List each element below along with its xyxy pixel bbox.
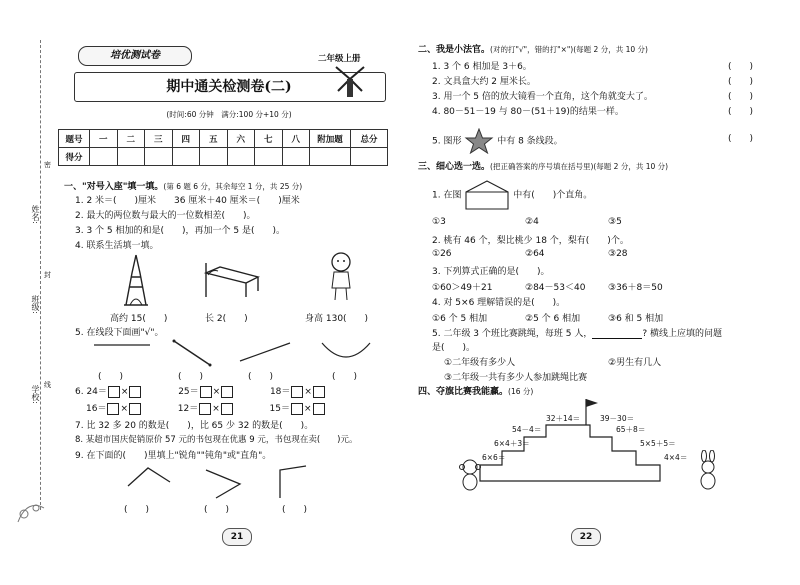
- rabbit-image: [696, 450, 720, 493]
- s3-q1: 1. 在图 中有( )个直角。: [432, 180, 592, 210]
- s1-q5-paren-3[interactable]: ( ): [248, 372, 274, 382]
- seal-feng: 封: [44, 271, 51, 279]
- s1-q7: 7. 比 32 多 20 的数是( )，比 65 少 32 的数是( )。: [75, 421, 314, 431]
- flower-decoration: [14, 500, 48, 526]
- brand-badge: [78, 46, 192, 66]
- s3-q3-opt1[interactable]: ①60＞49＋21: [432, 283, 493, 293]
- s1-q9: 9. 在下面的( )里填上"锐角""钝角"或"直角"。: [75, 451, 272, 461]
- stair-step-2[interactable]: 6×4＋3＝: [494, 439, 530, 448]
- answer-box[interactable]: [129, 386, 141, 398]
- s1-q9-paren-3[interactable]: ( ): [282, 505, 308, 515]
- s3-q3-opt3[interactable]: ③36＋8＝50: [608, 283, 663, 293]
- s3-q1-opt1[interactable]: ①3: [432, 217, 446, 227]
- s2-q2-paren[interactable]: ( ): [728, 77, 754, 87]
- s3-q1-opt2[interactable]: ②4: [525, 217, 539, 227]
- s3-q5-opt1[interactable]: ①二年级有多少人: [444, 358, 516, 368]
- s1-q1: 1. 2 米＝( )厘米 36 厘米＋40 厘米＝( )厘米: [75, 196, 300, 206]
- answer-box[interactable]: [313, 403, 325, 415]
- s1-q6-row2: 16＝ × 12＝ × 15＝ ×: [86, 401, 326, 415]
- s2-q1-paren[interactable]: ( ): [728, 62, 754, 72]
- stair-step-1[interactable]: 6×6＝: [482, 453, 506, 462]
- stair-step-5[interactable]: 39－30＝: [600, 414, 635, 423]
- s3-q2: 2. 桃有 46 个，梨比桃少 18 个，梨有( )个。: [432, 236, 629, 246]
- s3-q1-opt3[interactable]: ③5: [608, 217, 622, 227]
- side-label-school: 学校:: [31, 385, 40, 404]
- s1-q5: 5. 在线段下面画"√"。: [75, 328, 164, 338]
- line-figures: [90, 337, 380, 370]
- s3-q4-opt2[interactable]: ②5 个 6 相加: [525, 314, 581, 324]
- brand-text: 培优测试卷: [110, 50, 160, 61]
- s2-q3: 3. 用一个 5 倍的放大镜看一个直角，这个角就变大了。: [432, 92, 653, 102]
- s2-q5-paren[interactable]: ( ): [728, 134, 754, 144]
- grade-label: 二年级上册: [318, 54, 361, 64]
- s1-q4-c: 身高 130( ): [305, 314, 369, 324]
- s1-q9-paren-2[interactable]: ( ): [204, 505, 230, 515]
- answer-box[interactable]: [291, 386, 303, 398]
- section3-heading: 三、细心选一选。(把正确答案的序号填在括号里)(每题 2 分，共 10 分): [418, 162, 669, 172]
- stair-step-6[interactable]: 65＋8＝: [616, 425, 646, 434]
- score-value-row: 得分: [59, 148, 388, 166]
- s3-q2-opt2[interactable]: ②64: [525, 249, 545, 259]
- s1-q4-a: 高约 15( ): [110, 314, 168, 324]
- answer-box[interactable]: [221, 403, 233, 415]
- answer-box[interactable]: [200, 386, 212, 398]
- side-label-name: 姓名:: [31, 205, 40, 224]
- s3-q4-opt3[interactable]: ③6 和 5 相加: [608, 314, 664, 324]
- s3-q2-opt1[interactable]: ①26: [432, 249, 452, 259]
- s2-q1: 1. 3 个 6 相加是 3＋6。: [432, 62, 532, 72]
- s2-q3-paren[interactable]: ( ): [728, 92, 754, 102]
- s3-q3-opt2[interactable]: ②84－53＜40: [525, 283, 586, 293]
- angle-figures: [120, 462, 320, 505]
- side-label-class: 班级:: [31, 295, 40, 314]
- eiffel-tower-image: [118, 253, 154, 310]
- s3-q3: 3. 下列算式正确的是( )。: [432, 267, 550, 277]
- s1-q9-paren-1[interactable]: ( ): [124, 505, 150, 515]
- section2-heading: 二、我是小法官。(对的打"√"，错的打"×")(每题 2 分，共 10 分): [418, 45, 648, 55]
- s2-q4-paren[interactable]: ( ): [728, 107, 754, 117]
- answer-box[interactable]: [129, 403, 141, 415]
- s2-q2: 2. 文具盒大约 2 厘米长。: [432, 77, 536, 87]
- s3-q4: 4. 对 5×6 理解错误的是( )。: [432, 298, 566, 308]
- exam-info: (时间:60 分钟 满分:100 分+10 分): [166, 110, 292, 119]
- seal-mi: 密: [44, 161, 51, 169]
- s3-q2-opt3[interactable]: ③28: [608, 249, 628, 259]
- answer-box[interactable]: [313, 386, 325, 398]
- question-blank[interactable]: [592, 338, 642, 339]
- s3-q5-opt3[interactable]: ③二年级一共有多少人参加跳绳比赛: [444, 373, 588, 383]
- section1-heading: 一、"对号入座"填一填。(第 6 题 6 分，其余每空 1 分，共 25 分): [64, 182, 303, 192]
- stair-step-4[interactable]: 32＋14＝: [546, 414, 581, 423]
- child-image: [326, 250, 356, 305]
- stair-step-7[interactable]: 5×5＋5＝: [640, 439, 676, 448]
- s2-q4: 4. 80－51－19 与 80－(51＋19)的结果一样。: [432, 107, 624, 117]
- stair-step-8[interactable]: 4×4＝: [664, 453, 688, 462]
- page-number-left: 21: [222, 528, 252, 546]
- windmill-icon: [330, 63, 370, 102]
- answer-box[interactable]: [291, 403, 303, 415]
- answer-box[interactable]: [108, 386, 120, 398]
- s1-q6-row1: 6. 24＝ × 25＝ × 18＝ ×: [75, 384, 326, 398]
- binding-margin: [18, 40, 41, 510]
- s3-q5: 5. 二年级 3 个班比赛跳绳，每班 5 人， ? 横线上应填的问题: [432, 329, 722, 339]
- page-number-right: 22: [571, 528, 601, 546]
- monkey-image: [458, 458, 482, 495]
- s2-q5: 5. 图形 中有 8 条线段。: [432, 128, 563, 154]
- s1-q4: 4. 联系生活填一填。: [75, 241, 159, 251]
- house-figure: [464, 180, 510, 210]
- answer-box[interactable]: [199, 403, 211, 415]
- score-header-row: 题号 一 二 三 四 五 六 七 八 附加题 总分: [59, 130, 388, 148]
- star-figure: [464, 128, 494, 154]
- s3-q4-opt1[interactable]: ①6 个 5 相加: [432, 314, 488, 324]
- s1-q4-b: 长 2( ): [205, 314, 248, 324]
- section4-heading: 四、夺旗比赛我能赢。(16 分): [418, 387, 534, 397]
- score-table: [58, 129, 388, 166]
- answer-box[interactable]: [107, 403, 119, 415]
- s3-q5-opt2[interactable]: ②男生有几人: [608, 358, 662, 368]
- s1-q5-paren-4[interactable]: ( ): [332, 372, 358, 382]
- answer-box[interactable]: [221, 386, 233, 398]
- stair-step-3[interactable]: 54－4＝: [512, 425, 542, 434]
- s1-q5-paren-1[interactable]: ( ): [98, 372, 124, 382]
- s3-q5-cont: 是( )。: [432, 343, 476, 353]
- bed-image: [200, 253, 264, 306]
- s1-q2: 2. 最大的两位数与最大的一位数相差( )。: [75, 211, 256, 221]
- seal-xian: 线: [44, 381, 51, 389]
- page-title: 期中通关检测卷(二): [166, 79, 292, 95]
- s1-q5-paren-2[interactable]: ( ): [178, 372, 204, 382]
- s1-q8: 8. 某超市国庆促销原价 57 元的书包现在优惠 9 元，书包现在卖( )元。: [75, 435, 358, 445]
- s1-q3: 3. 3 个 5 相加的和是( )，再加一个 5 是( )。: [75, 226, 285, 236]
